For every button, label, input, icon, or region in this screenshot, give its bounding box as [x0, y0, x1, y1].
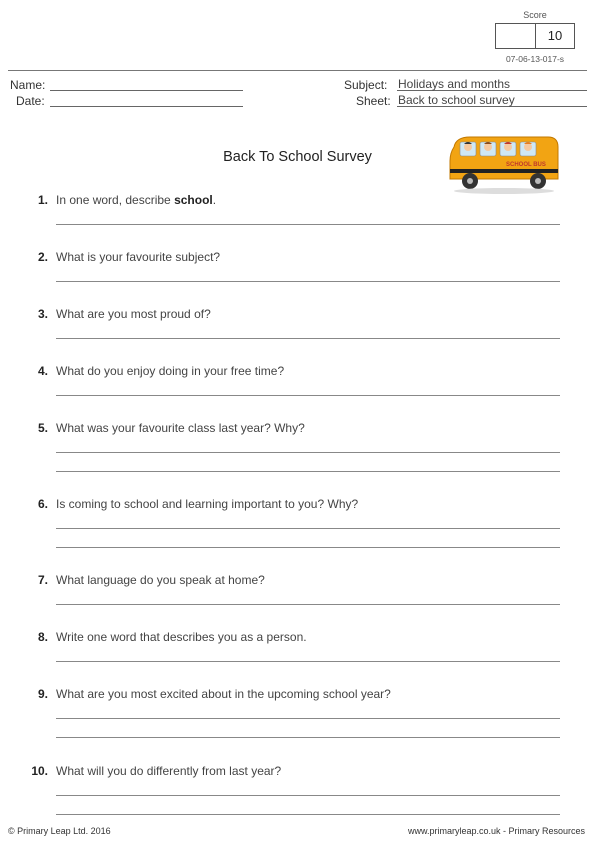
question-text: What are you most proud of?: [56, 307, 211, 321]
score-box: [495, 23, 575, 49]
question-keyword: school: [174, 193, 213, 207]
question-text: Write one word that describes you as a person.: [56, 630, 307, 644]
question-number: 1.: [37, 193, 48, 207]
page-title: Back To School Survey: [223, 149, 372, 165]
question-text: What are you most excited about in the upcoming school year?: [56, 687, 391, 701]
answer-line[interactable]: [56, 452, 560, 453]
name-field[interactable]: [50, 90, 243, 91]
score-value: 10: [547, 28, 563, 43]
answer-line[interactable]: [56, 338, 560, 339]
question-text: What will you do differently from last year?: [56, 764, 282, 778]
question-number: 2.: [37, 250, 48, 264]
header-divider: [8, 70, 587, 71]
answer-line[interactable]: [56, 795, 560, 796]
subject-value: Holidays and months: [398, 77, 511, 91]
copyright: © Primary Leap Ltd. 2016: [8, 826, 111, 836]
score-label: Score: [523, 10, 547, 20]
question-number: 3.: [37, 307, 48, 321]
subject-label: Subject:: [344, 78, 388, 92]
bus-sign: SCHOOL BUS: [506, 162, 546, 168]
question-number: 9.: [37, 687, 48, 701]
question-number: 6.: [37, 497, 48, 511]
answer-line[interactable]: [56, 718, 560, 719]
sheet-value: Back to school survey: [398, 93, 515, 107]
date-field[interactable]: [50, 106, 243, 107]
name-label: Name:: [10, 78, 46, 92]
answer-line[interactable]: [56, 224, 560, 225]
question-text: What is your favourite subject?: [56, 250, 221, 264]
question-text: Is coming to school and learning important to you? Why?: [56, 497, 359, 511]
question-text-part: In one word, describe: [56, 193, 175, 207]
question-number: 5.: [37, 421, 48, 435]
answer-line[interactable]: [56, 814, 560, 815]
question-number: 7.: [37, 573, 48, 587]
question-text-part: .: [212, 193, 217, 207]
answer-line[interactable]: [56, 737, 560, 738]
answer-line[interactable]: [56, 281, 560, 282]
answer-line[interactable]: [56, 547, 560, 548]
answer-line[interactable]: [56, 395, 560, 396]
school-bus-icon: [444, 133, 562, 195]
answer-line[interactable]: [56, 661, 560, 662]
question-text: What was your favourite class last year? Why?: [56, 421, 305, 435]
answer-line[interactable]: [56, 604, 560, 605]
website-link[interactable]: www.primaryleap.co.uk - Primary Resources: [407, 826, 585, 836]
question-number: 10.: [31, 764, 48, 778]
question-number: 8.: [37, 630, 48, 644]
answer-line[interactable]: [56, 471, 560, 472]
sheet-label: Sheet:: [356, 94, 391, 108]
score-empty-cell: [496, 24, 536, 48]
question-number: 4.: [37, 364, 48, 378]
answer-line[interactable]: [56, 528, 560, 529]
worksheet-code: 07-06-13-017-s: [505, 54, 565, 64]
date-label: Date:: [16, 94, 45, 108]
question-text: What language do you speak at home?: [56, 573, 265, 587]
question-text: What do you enjoy doing in your free time?: [56, 364, 285, 378]
question-text: [56, 193, 216, 207]
